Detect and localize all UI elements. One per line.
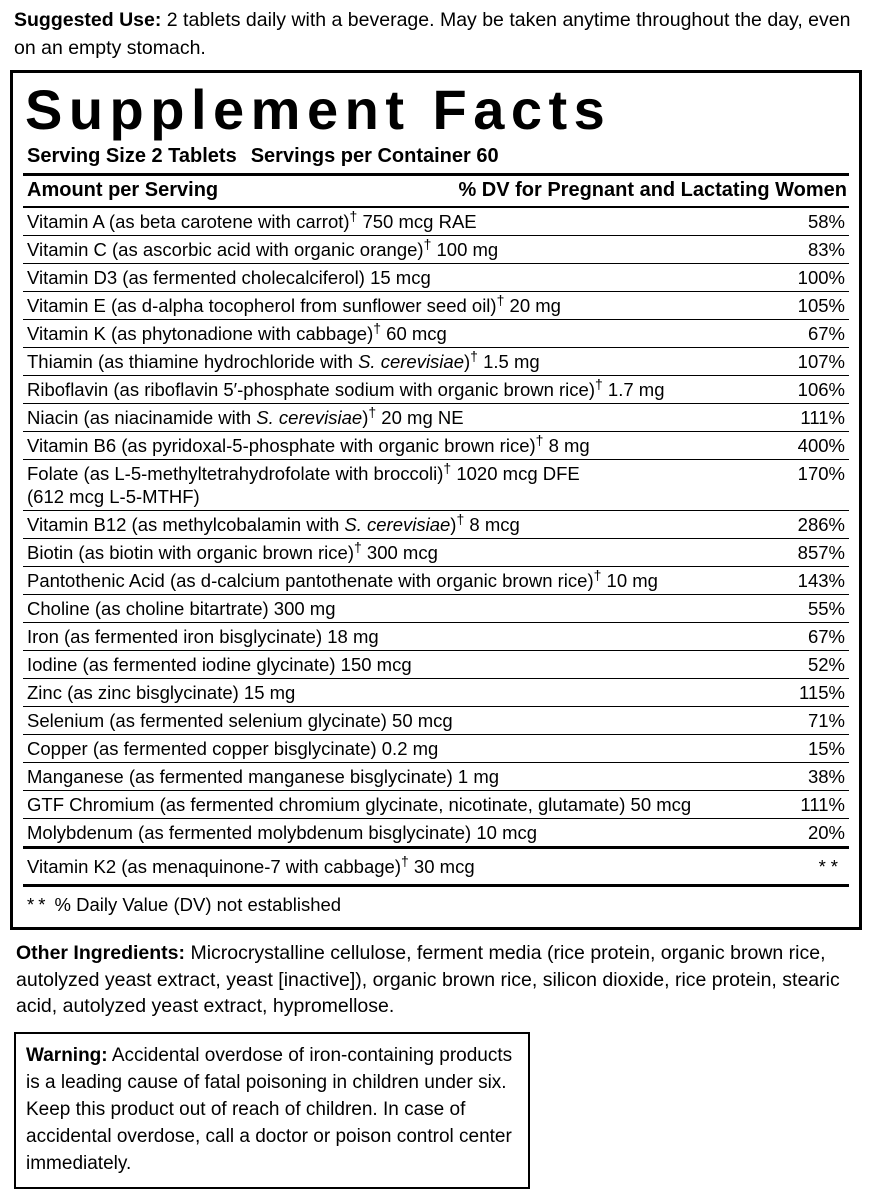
nutrient-dv: 55% [769, 595, 849, 623]
nutrient-dv: 115% [769, 679, 849, 707]
warning-text: Accidental overdose of iron-containing products is a leading cause of fatal poisoning in children under six. Keep this product out of reach of children. In case of accidental overdose, call a doctor or poison control center immediately. [26, 1044, 513, 1174]
table-row [23, 460, 849, 511]
table-row [23, 208, 849, 236]
table-row [23, 819, 849, 847]
nutrient-name: Biotin (as biotin with organic brown rice)† 300 mcg [23, 539, 769, 567]
nutrient-name: Vitamin A (as beta carotene with carrot)† 750 mcg RAE [27, 207, 477, 232]
extra-nutrient-block [23, 846, 849, 887]
table-row [23, 679, 849, 707]
nutrient-dv: 20% [769, 819, 849, 847]
serving-size: Serving Size 2 Tablets [27, 145, 237, 167]
nutrient-dv: 15% [769, 735, 849, 763]
warning-box [14, 1032, 530, 1189]
nutrient-dv: 83% [769, 236, 849, 264]
nutrient-dv: 52% [769, 651, 849, 679]
nutrient-name: GTF Chromium (as fermented chromium glycinate, nicotinate, glutamate) 50 mcg [23, 791, 769, 819]
nutrient-name: Copper (as fermented copper bisglycinate) 0.2 mg [23, 735, 769, 763]
other-ingredients-section [10, 930, 862, 1022]
nutrient-dv: 105% [769, 292, 849, 320]
panel-title: Supplement Facts [25, 78, 612, 141]
suggested-use-section [10, 0, 862, 66]
table-row [23, 376, 849, 404]
table-row [23, 567, 849, 595]
other-ingredients-label: Other Ingredients: [16, 942, 186, 964]
table-row [23, 292, 849, 320]
table-row [23, 539, 849, 567]
nutrient-name: Iron (as fermented iron bisglycinate) 18 mg [23, 623, 769, 651]
table-row [23, 763, 849, 791]
nutrient-name: Vitamin B6 (as pyridoxal-5-phosphate with organic brown rice)† 8 mg [23, 432, 769, 460]
nutrient-name: Pantothenic Acid (as d-calcium pantothenate with organic brown rice)† 10 mg [23, 567, 769, 595]
nutrient-name: Selenium (as fermented selenium glycinate) 50 mcg [23, 707, 769, 735]
nutrient-dv: 67% [769, 623, 849, 651]
nutrient-dv: 107% [769, 348, 849, 376]
suggested-use-text: 2 tablets daily with a beverage. May be taken anytime throughout the day, even on an empty stomach. [14, 9, 851, 59]
suggested-use-label: Suggested Use: [14, 9, 162, 31]
footnote-text: % Daily Value (DV) not established [49, 894, 342, 915]
supplement-facts-panel [10, 70, 862, 930]
nutrient-dv: 67% [769, 320, 849, 348]
serving-info [23, 143, 849, 169]
nutrient-name: Manganese (as fermented manganese bisglycinate) 1 mg [23, 763, 769, 791]
column-headers [23, 176, 849, 206]
nutrient-dv: 58% [807, 211, 845, 232]
nutrient-dv: ** [818, 856, 843, 877]
nutrient-dv: 100% [769, 264, 849, 292]
nutrient-dv: 106% [769, 376, 849, 404]
servings-per-container: Servings per Container 60 [250, 145, 499, 167]
nutrient-dv: 170% [769, 460, 849, 511]
table-row [23, 849, 849, 884]
nutrient-dv: 71% [769, 707, 849, 735]
footnote-stars: ** [27, 894, 50, 915]
nutrient-name: Molybdenum (as fermented molybdenum bisglycinate) 10 mcg [23, 819, 769, 847]
nutrient-name: Choline (as choline bitartrate) 300 mg [23, 595, 769, 623]
table-row [23, 511, 849, 539]
table-row [23, 595, 849, 623]
nutrient-dv: 38% [769, 763, 849, 791]
table-row [23, 432, 849, 460]
table-row [23, 404, 849, 432]
nutrient-dv: 111% [769, 404, 849, 432]
nutrients-table [23, 208, 849, 846]
table-row [23, 264, 849, 292]
nutrient-name: Vitamin D3 (as fermented cholecalciferol) 15 mcg [23, 264, 769, 292]
nutrient-name: Vitamin B12 (as methylcobalamin with S. cerevisiae)† 8 mcg [23, 511, 769, 539]
nutrient-name: Folate (as L-5-methyltetrahydrofolate with broccoli)† 1020 mcg DFE (612 mcg L-5-MTHF) [23, 460, 769, 511]
table-row [23, 348, 849, 376]
amount-per-serving-header: Amount per Serving [27, 179, 219, 201]
table-row [23, 651, 849, 679]
nutrient-dv: 143% [769, 567, 849, 595]
nutrient-name: Vitamin E (as d-alpha tocopherol from sunflower seed oil)† 20 mg [23, 292, 769, 320]
nutrient-name: Thiamin (as thiamine hydrochloride with S. cerevisiae)† 1.5 mg [23, 348, 769, 376]
footnote [23, 887, 849, 919]
table-row [23, 320, 849, 348]
nutrient-name: Iodine (as fermented iodine glycinate) 150 mcg [23, 651, 769, 679]
table-row [23, 707, 849, 735]
table-row [23, 236, 849, 264]
warning-label: Warning: [26, 1044, 108, 1066]
nutrient-name: Zinc (as zinc bisglycinate) 15 mg [23, 679, 769, 707]
table-row [23, 623, 849, 651]
percent-dv-header: % DV for Pregnant and Lactating Women [458, 179, 847, 201]
nutrient-dv: 400% [769, 432, 849, 460]
other-ingredients-text: Microcrystalline cellulose, ferment media (rice protein, organic brown rice, autolyzed yeast extract, yeast [inactive]), organic brown rice, silicon dioxide, rice protein, stearic acid, autolyzed yeast extract, hypromellose. [16, 942, 840, 1017]
nutrient-dv: 286% [769, 511, 849, 539]
nutrient-name: Vitamin K (as phytonadione with cabbage)† 60 mcg [23, 320, 769, 348]
nutrient-name: Riboflavin (as riboflavin 5′-phosphate sodium with organic brown rice)† 1.7 mg [23, 376, 769, 404]
nutrient-dv: 857% [769, 539, 849, 567]
nutrient-dv: 111% [769, 791, 849, 819]
nutrient-name: Vitamin C (as ascorbic acid with organic orange)† 100 mg [23, 236, 769, 264]
nutrient-name: Vitamin K2 (as menaquinone-7 with cabbage)† 30 mcg [27, 852, 475, 877]
nutrient-name: Niacin (as niacinamide with S. cerevisiae)† 20 mg NE [23, 404, 769, 432]
table-row [23, 735, 849, 763]
table-row [23, 791, 849, 819]
